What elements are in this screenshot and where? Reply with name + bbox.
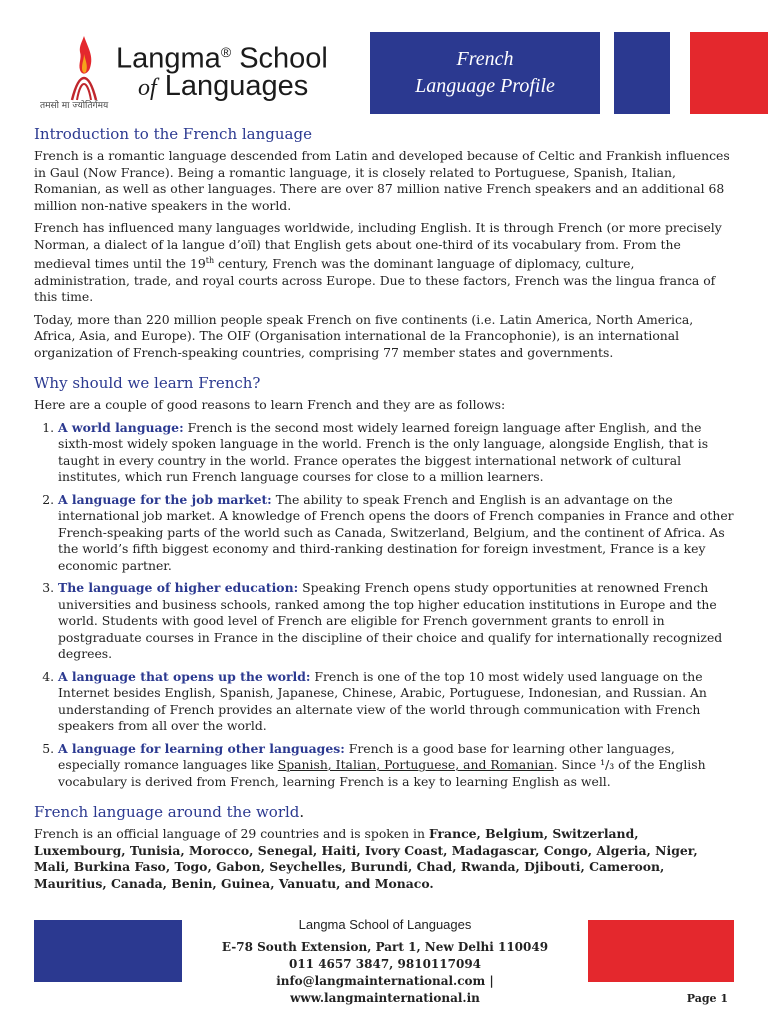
school-logo — [40, 28, 370, 118]
banner-line-1: French — [456, 48, 514, 70]
banner-line-2: Language Profile — [415, 75, 555, 97]
list-item: 3. The language of higher education: Speaking French opens study opportunities at renowned French universities and business schools, ranked among the top higher education institutions in Europe and the world. Students with good level of French are eligible for French government grants to enroll in postgraduate courses in France in the discipline of their choice and qualify for internationally recognized degrees. — [58, 580, 734, 663]
list-item: 1. A world language: French is the second most widely learned foreign language after English, and the sixth-most widely spoken language in the world. French is the only language, alongside English, that is taught in every country in the world. France operates the biggest international network of cultural institutes, which run French language courses for close to a million learners. — [58, 420, 734, 486]
flag-blue-stripe — [614, 32, 670, 114]
logo-subtitle: of Languages — [138, 70, 309, 102]
list-item: 2. A language for the job market: The ability to speak French and English is an advantage on the international job market. A knowledge of French opens the doors of French companies in France and other French-speaking parts of the world such as Canada, Switzerland, Belgium, and the continent of Africa. As the world’s fifth biggest economy and third-ranking destination for foreign investment, France is a key economic partner. — [58, 492, 734, 575]
footer-school-name: Langma School of Languages — [298, 917, 472, 932]
footer-phone: 011 4657 3847, 9810117094 — [288, 957, 482, 971]
footer-links: info@langmainternational.com | www.langmainternational.in — [276, 974, 494, 1005]
why-intro: Here are a couple of good reasons to learn French and they are as follows: — [34, 397, 506, 413]
list-item: 4. A language that opens up the world: French is one of the top 10 most widely used language on the Internet besides English, Spanish, Japanese, Chinese, Arabic, Portuguese, Indonesian, and Russian. An understanding of French provides an alternate view of the world through communication with French speakers from all over the world. — [58, 669, 734, 735]
intro-paragraph-2: French has influenced many languages worldwide, including English. It is through French (or more precisely Norman, a dialect of la langue d’oïl) that English gets about one-third of its vocabulary from. From the medieval times until the 19th century, French was the dominant language of diplomacy, culture, administration, trade, and royal courts across Europe. Due to these factors, French was the lingua franca of this time. — [34, 220, 722, 305]
footer-red-block — [588, 920, 734, 982]
why-heading: Why should we learn French? — [34, 374, 261, 393]
intro-heading: Introduction to the French language — [34, 125, 312, 143]
title-banner — [370, 32, 600, 114]
footer-website[interactable]: www.langmainternational.in — [290, 991, 480, 1005]
footer-email[interactable]: info@langmainternational.com — [276, 974, 486, 988]
list-item: 5. A language for learning other languages: French is a good base for learning other languages, especially romance languages like Spanish, Italian, Portuguese, and Romanian. Since ¹/₃ of the English vocabulary is derived from French, learning French is a key to learning English as well. — [58, 741, 734, 791]
footer-address: E-78 South Extension, Part 1, New Delhi 110049 — [221, 940, 549, 954]
document-body — [34, 124, 734, 898]
intro-paragraph-1: French is a romantic language descended from Latin and developed because of Celtic and Frankish influences in Gaul (Now France). Being a romantic language, it is closely related to Portuguese, Spanish, Italian, Romanian, as well as other languages. There are over 87 million native French speakers and an additional 68 million non-native speakers in the world. — [34, 148, 730, 213]
footer-blue-block — [34, 920, 182, 982]
world-heading: French language around the world. — [34, 803, 305, 822]
footer-contact — [190, 916, 580, 1007]
logo-tagline: तमसो मा ज्योतिर्गमय — [40, 101, 109, 111]
reasons-list — [34, 420, 734, 791]
logo-title: Langma® School — [116, 42, 328, 75]
world-paragraph: French is an official language of 29 countries and is spoken in France, Belgium, Switzerland, Luxembourg, Tunisia, Morocco, Senegal, Haiti, Ivory Coast, Madagascar, Congo, Algeria, Niger, Mali, Burkina Faso, Togo, Gabon, Seychelles, Burundi, Chad, Rwanda, Djibouti, Cameroon, Mauritius, Canada, Benin, Guinea, Vanuatu, and Monaco. — [34, 826, 698, 891]
flame-icon — [68, 34, 100, 104]
page-number: Page 1 — [686, 992, 728, 1005]
intro-paragraph-3: Today, more than 220 million people speak French on five continents (i.e. Latin America, North America, Africa, Asia, and Europe). The OIF (Organisation international de la Francophonie), is an international organization of French-speaking countries, comprising 77 member states and governments. — [34, 311, 694, 360]
flag-red-stripe — [690, 32, 768, 114]
